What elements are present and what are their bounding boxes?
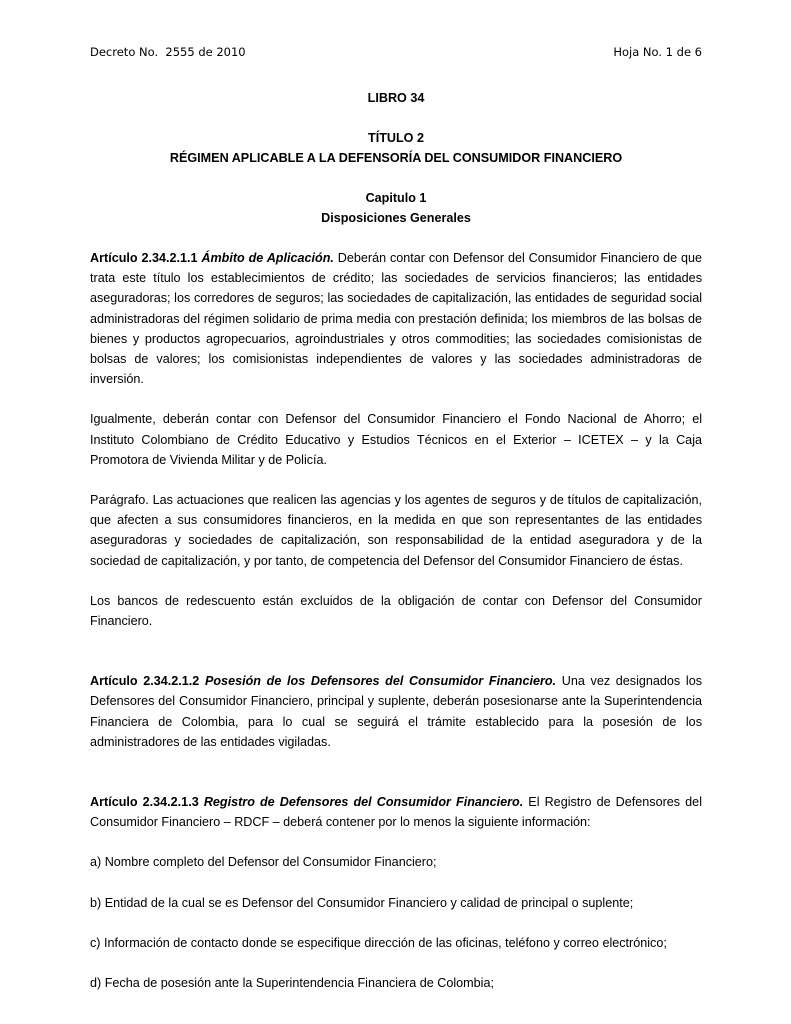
article-3-paragraph: [90, 792, 702, 832]
article-1-body: Deberán contar con Defensor del Consumidor Financiero de que trata este título los establecimientos de crédito; las sociedades de servicios financieros; las entidades aseguradoras; los corredores de seguros; las sociedades de capitalización, las entidades de seguridad social administradoras del régimen solidario de prima media con prestación definida; los miembros de las bolsas de bienes y productos agropecuarios, agroindustriales y otros commodities; las sociedades comisionistas de bolsas de valores; los comisionistas independientes de valores y las sociedades administradoras de inversión.: [90, 251, 702, 387]
paragraph-bancos-redescuento: Los bancos de redescuento están excluidos de la obligación de contar con Defensor del Consumidor Financiero.: [90, 593, 702, 629]
spacer: [90, 953, 702, 973]
title-libro: LIBRO 34: [367, 91, 425, 105]
spacer: [90, 389, 702, 409]
article-2-number: Artículo 2.34.2.1.2: [90, 674, 200, 689]
article-1-number: Artículo 2.34.2.1.1: [90, 251, 198, 265]
title-titulo-description: RÉGIMEN APLICABLE A LA DEFENSORÍA DEL CONSUMIDOR FINANCIERO: [169, 151, 623, 165]
list-item-d: d) Fecha de posesión ante la Superintendencia Financiera de Colombia;: [90, 976, 494, 991]
list-item-a: a) Nombre completo del Defensor del Consumidor Financiero;: [90, 855, 437, 870]
article-3-number: Artículo 2.34.2.1.3: [90, 795, 199, 810]
article-2-body: Una vez designados los Defensores del Consumidor Financiero, principal y suplente, deberán posesionarse ante la Superintendencia Financiera de Colombia, para lo cual se seguirá el trámite establecido para la posesión de los administradores de las entidades vigiladas.: [90, 674, 702, 749]
spacer: [90, 752, 702, 792]
spacer: [90, 108, 702, 128]
document-header: [90, 45, 702, 60]
spacer: [90, 470, 702, 490]
paragraph-paragrafo: Parágrafo. Las actuaciones que realicen las agencias y los agentes de seguros y de títulos de capitalización, que afecten a sus consumidores financieros, en la medida en que son representantes de las entidades aseguradoras y sociedades de capitalización, son responsabilidad de la entidad aseguradora y de la sociedad de capitalización, y por tanto, de competencia del Defensor del Consumidor Financiero de éstas.: [90, 493, 702, 568]
article-3-heading: Registro de Defensores del Consumidor Financiero.: [203, 795, 524, 810]
article-3-body: El Registro de Defensores del Consumidor Financiero – RDCF – deberá contener por lo menos la siguiente información:: [90, 795, 702, 830]
spacer: [90, 873, 702, 893]
article-1-heading: Ámbito de Aplicación.: [201, 251, 334, 265]
title-capitulo: Capitulo 1: [365, 191, 427, 205]
header-decreto-label: Decreto No. 2555 de 2010: [90, 45, 246, 59]
article-2-heading: Posesión de los Defensores del Consumidor Financiero.: [204, 674, 557, 689]
title-titulo: TÍTULO 2: [368, 131, 424, 145]
list-item-b: b) Entidad de la cual se es Defensor del Consumidor Financiero y calidad de principal o suplente;: [90, 895, 634, 910]
document-body: [90, 88, 702, 993]
paragraph-igualmente: Igualmente, deberán contar con Defensor del Consumidor Financiero el Fondo Nacional de Ahorro; el Instituto Colombiano de Crédito Educativo y Estudios Técnicos en el Exterior – ICETEX – y la Caja Promotora de Vivienda Militar y de Policía.: [90, 412, 702, 467]
title-capitulo-description: Disposiciones Generales: [321, 211, 471, 225]
header-page-label: Hoja No. 1 de 6: [613, 45, 702, 59]
spacer: [90, 228, 702, 248]
spacer: [90, 913, 702, 933]
article-1-paragraph: [90, 248, 702, 389]
spacer: [90, 832, 702, 852]
spacer: [90, 571, 702, 591]
article-2-paragraph: [90, 671, 702, 752]
list-item-c: c) Información de contacto donde se especifique dirección de las oficinas, teléfono y correo electrónico;: [90, 935, 667, 950]
spacer: [90, 631, 702, 671]
spacer: [90, 168, 702, 188]
